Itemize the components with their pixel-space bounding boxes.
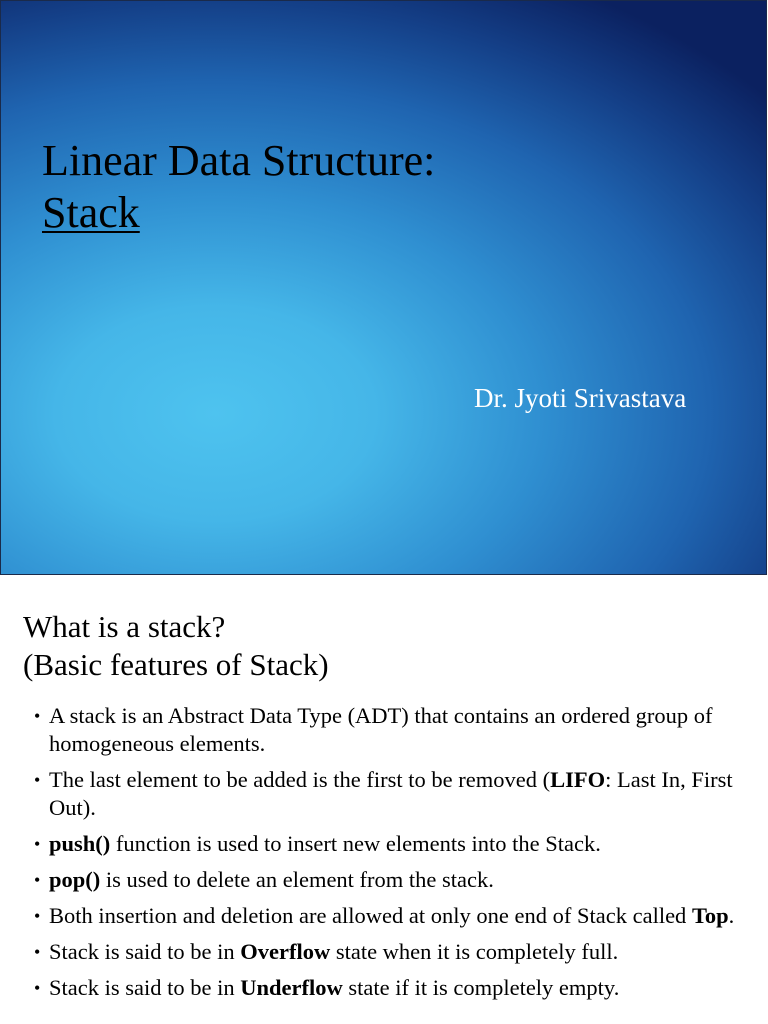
bullet-bold-text: LIFO bbox=[550, 767, 606, 792]
bullet-bold-text: Underflow bbox=[240, 975, 343, 1000]
slide-heading bbox=[23, 608, 329, 684]
bullet-item bbox=[34, 902, 764, 930]
bullet-dot-icon: • bbox=[34, 978, 41, 998]
bullet-item bbox=[34, 830, 764, 858]
bullet-item bbox=[34, 866, 764, 894]
bullet-item bbox=[34, 938, 764, 966]
bullet-text: state when it is completely full. bbox=[330, 939, 619, 964]
bullet-text: . bbox=[728, 903, 735, 928]
bullet-item bbox=[34, 766, 764, 822]
bullet-bold-text: push() bbox=[49, 831, 111, 856]
title-line-2: Stack bbox=[42, 188, 140, 237]
heading-line-2: (Basic features of Stack) bbox=[23, 647, 329, 682]
bullet-text: Stack is said to be in bbox=[49, 939, 241, 964]
bullet-list bbox=[34, 702, 764, 1010]
bullet-item bbox=[34, 702, 764, 758]
bullet-dot-icon: • bbox=[34, 906, 41, 926]
bullet-text: state if it is completely empty. bbox=[342, 975, 620, 1000]
bullet-dot-icon: • bbox=[34, 706, 41, 726]
bullet-dot-icon: • bbox=[34, 834, 41, 854]
bullet-item bbox=[34, 974, 764, 1002]
bullet-text: A stack is an Abstract Data Type (ADT) that contains an ordered group of homogeneous elements. bbox=[49, 703, 713, 756]
author-name: Dr. Jyoti Srivastava bbox=[474, 383, 687, 413]
bullet-text: is used to delete an element from the stack. bbox=[100, 867, 494, 892]
bullet-text: : Last In, First Out). bbox=[49, 767, 733, 820]
bullet-text: function is used to insert new elements into the Stack. bbox=[110, 831, 601, 856]
bullet-bold-text: Top bbox=[691, 903, 729, 928]
bullet-text: Stack is said to be in bbox=[49, 975, 241, 1000]
slide-title bbox=[42, 135, 435, 239]
bullet-dot-icon: • bbox=[34, 870, 41, 890]
bullet-text: Both insertion and deletion are allowed at only one end of Stack called bbox=[49, 903, 692, 928]
bullet-text: The last element to be added is the first to be removed ( bbox=[49, 767, 551, 792]
bullet-dot-icon: • bbox=[34, 942, 41, 962]
bullet-bold-text: pop() bbox=[49, 867, 101, 892]
heading-line-1: What is a stack? bbox=[23, 609, 226, 644]
content-slide bbox=[0, 578, 768, 1024]
bullet-bold-text: Overflow bbox=[240, 939, 331, 964]
bullet-dot-icon: • bbox=[34, 770, 41, 790]
title-line-1: Linear Data Structure: bbox=[42, 136, 436, 185]
